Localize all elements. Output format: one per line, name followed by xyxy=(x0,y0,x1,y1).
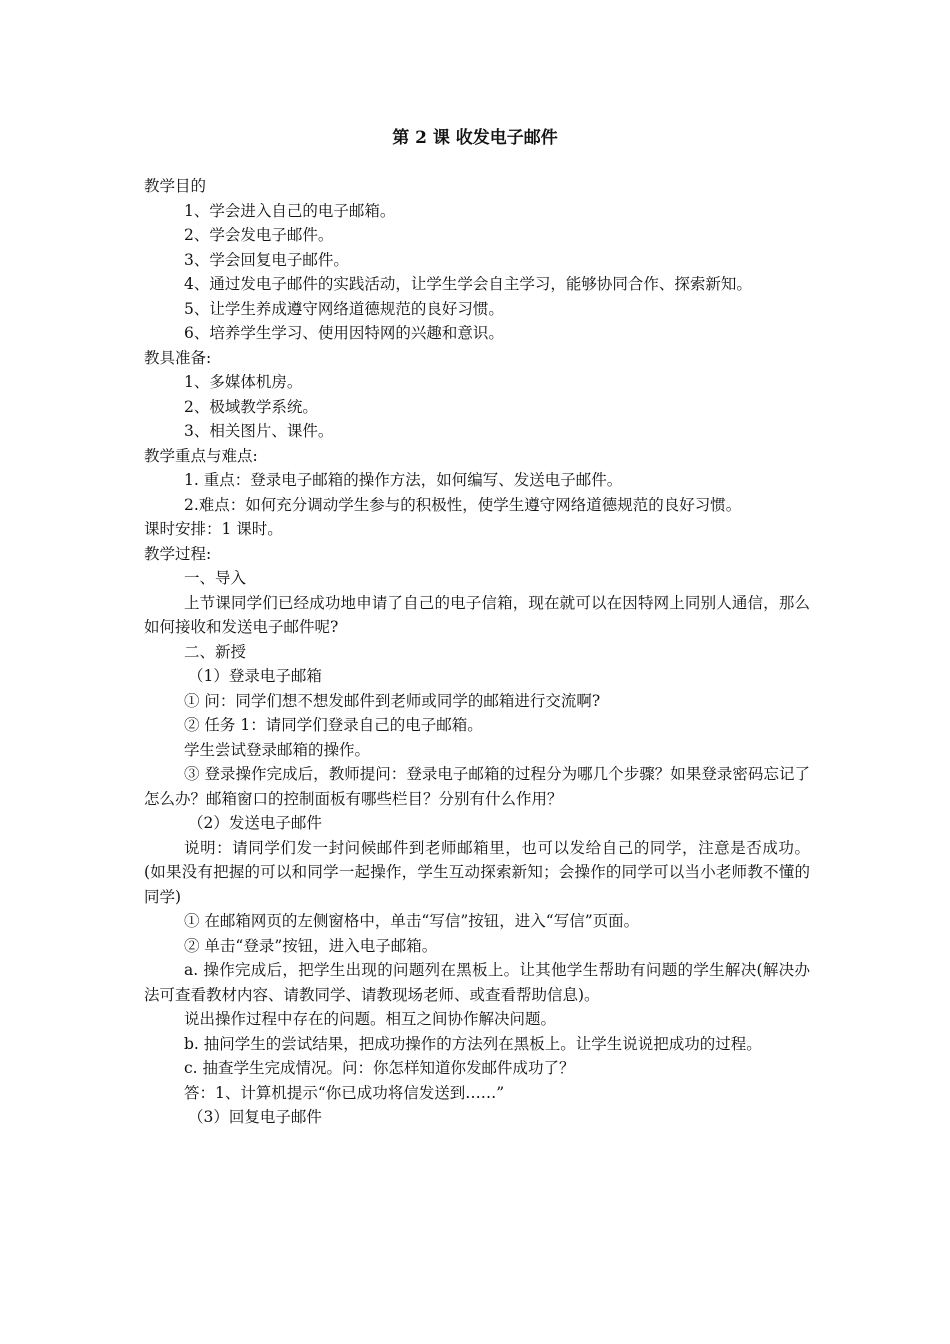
paragraph: 2、学会发电子邮件。 xyxy=(184,226,334,244)
paragraph: 答：1、计算机提示“你已成功将信发送到……” xyxy=(184,1083,505,1102)
paragraph: 说明：请同学们发一封问候邮件到老师邮箱里，也可以发给自己的同学，注意是否成功。(如果没有把握的可以和同学一起操作，学生互动探索新知；会操作的同学可以当小老师教不懂的同学) xyxy=(144,838,810,906)
paragraph: b. 抽问学生的尝试结果，把成功操作的方法列在黑板上。让学生说说把成功的过程。 xyxy=(184,1034,762,1053)
paragraph: 5、让学生养成遵守网络道德规范的良好习惯。 xyxy=(184,299,504,318)
paragraph: 说出操作过程中存在的问题。相互之间协作解决问题。 xyxy=(184,1010,557,1028)
paragraph: （2）发送电子邮件 xyxy=(188,814,322,832)
paragraph: 1、学会进入自己的电子邮箱。 xyxy=(184,201,396,220)
paragraph: 教学重点与难点: xyxy=(144,446,258,465)
paragraph: 1. 重点：登录电子邮箱的操作方法，如何编写、发送电子邮件。 xyxy=(184,471,623,489)
paragraph: ① 问：同学们想不想发邮件到老师或同学的邮箱进行交流啊? xyxy=(184,691,601,710)
paragraph: 学生尝试登录邮箱的操作。 xyxy=(184,740,371,759)
paragraph: ① 在邮箱网页的左侧窗格中，单击“写信”按钮，进入“写信”页面。 xyxy=(184,912,640,930)
document-body xyxy=(144,174,810,1130)
paragraph: 2、极域教学系统。 xyxy=(184,397,318,416)
paragraph: a. 操作完成后，把学生出现的问题列在黑板上。让其他学生帮助有问题的学生解决(解决办法可查看教材内容、请教同学、请教现场老师、或查看帮助信息)。 xyxy=(144,961,810,1004)
paragraph: 1、多媒体机房。 xyxy=(184,373,303,391)
paragraph: ② 任务 1：请同学们登录自己的电子邮箱。 xyxy=(184,716,483,734)
paragraph: 二、新授 xyxy=(184,642,247,661)
paragraph: （1）登录电子邮箱 xyxy=(188,667,322,685)
paragraph: 3、相关图片、课件。 xyxy=(184,422,334,440)
paragraph: 教具准备: xyxy=(144,348,212,367)
paragraph: 上节课同学们已经成功地申请了自己的电子信箱，现在就可以在因特网上同别人通信，那么如何接收和发送电子邮件呢? xyxy=(144,593,810,636)
paragraph: c. 抽查学生完成情况。问：你怎样知道你发邮件成功了？ xyxy=(184,1059,575,1077)
paragraph: 教学过程: xyxy=(144,544,212,563)
paragraph: 2.难点：如何充分调动学生参与的积极性，使学生遵守网络道德规范的良好习惯。 xyxy=(184,495,742,514)
paragraph: 6、培养学生学习、使用因特网的兴趣和意识。 xyxy=(184,324,504,342)
paragraph: 4、通过发电子邮件的实践活动，让学生学会自主学习，能够协同合作、探索新知。 xyxy=(184,275,752,293)
paragraph: 课时安排：1 课时。 xyxy=(144,520,283,538)
paragraph: ③ 登录操作完成后，教师提问：登录电子邮箱的过程分为哪几个步骤？如果登录密码忘记了怎么办？邮箱窗口的控制面板有哪些栏目？分别有什么作用？ xyxy=(144,765,810,808)
paragraph: （3）回复电子邮件 xyxy=(188,1108,322,1126)
paragraph: 教学目的 xyxy=(144,177,207,195)
paragraph: 一、导入 xyxy=(184,569,247,587)
paragraph: 3、学会回复电子邮件。 xyxy=(184,250,349,269)
page-title: 第 2 课 收发电子邮件 xyxy=(392,128,558,148)
paragraph: ② 单击“登录”按钮，进入电子邮箱。 xyxy=(184,936,438,955)
